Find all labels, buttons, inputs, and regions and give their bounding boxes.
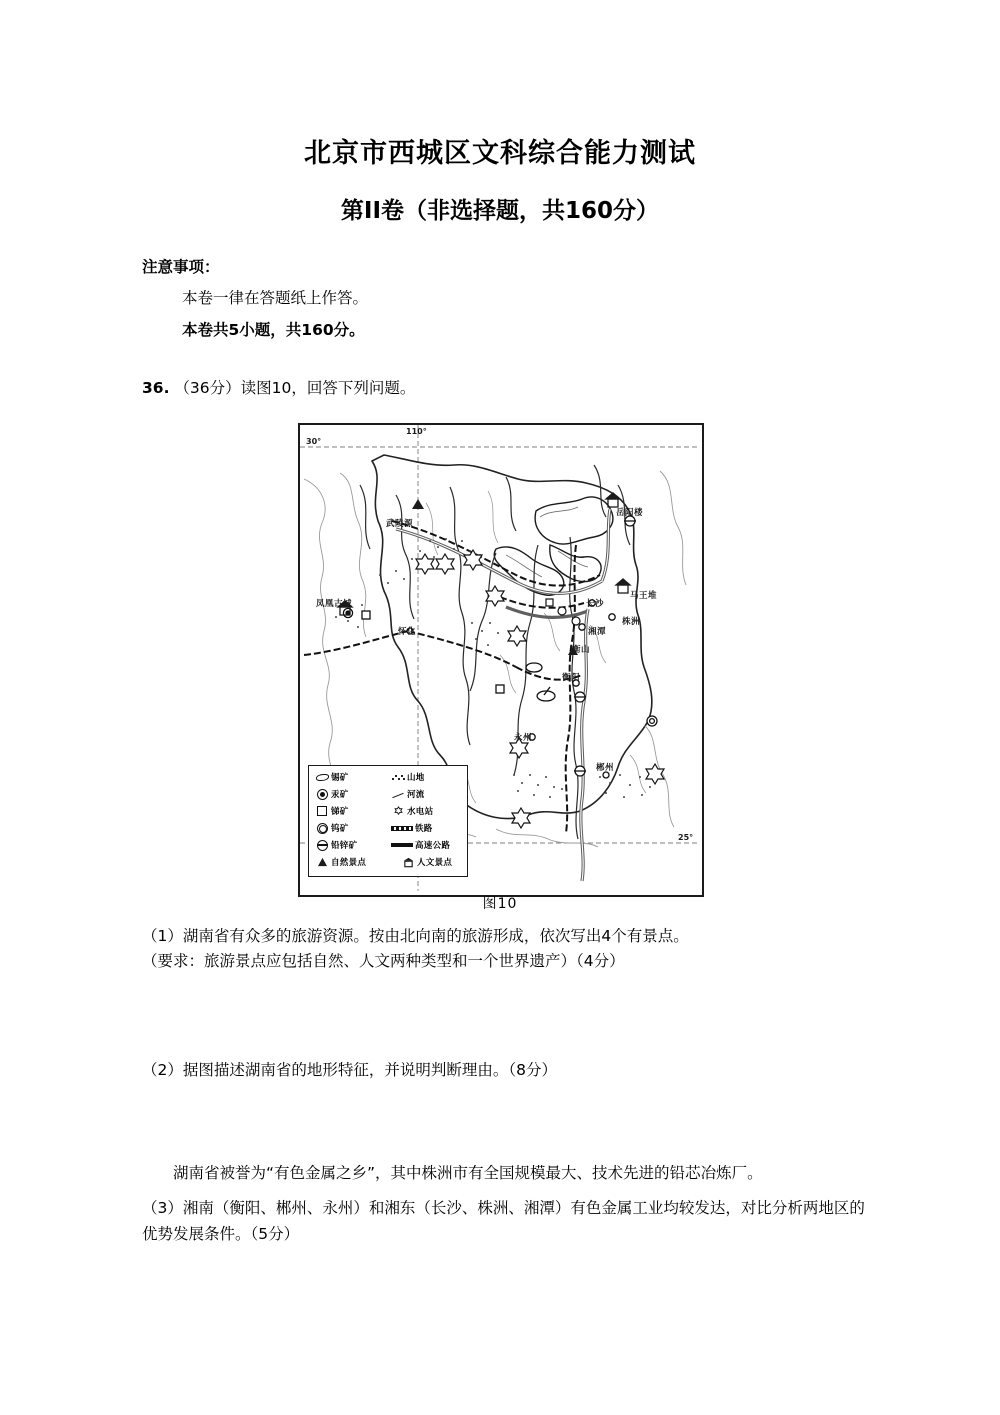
mountain-icon (389, 773, 407, 781)
expressway-icon (389, 843, 415, 847)
map-label-mawangdui: 马王堆 (630, 590, 658, 601)
map-coord-25: 25° (678, 832, 694, 842)
notes-heading: 注意事项： (142, 258, 220, 277)
legend-item-railway (389, 822, 465, 834)
tungsten-ore-icon (313, 823, 331, 834)
legend-label-cultural: 人文景点 (417, 858, 453, 869)
map-hunan (298, 423, 704, 897)
map-label-wulingyuan: 武陵源 (386, 518, 414, 529)
map-label-yongzhou: 永州 (514, 732, 533, 743)
legend-label-railway: 铁路 (415, 824, 433, 835)
map-label-yueyanglou: 岳阳楼 (616, 507, 644, 518)
legend-label-expressway: 高速公路 (415, 841, 451, 852)
legend-row-1 (313, 769, 465, 786)
legend-item-antimony (313, 805, 389, 817)
railway-icon (389, 826, 415, 831)
legend-item-mercury (313, 788, 389, 800)
question-36-2: （2）据图描述湖南省的地形特征，并说明判断理由。（8分） (142, 1061, 557, 1080)
mercury-ore-icon (313, 789, 331, 800)
legend-row-6 (313, 854, 465, 871)
legend-item-cultural (399, 856, 452, 868)
map-label-huaihua: 怀化 (398, 626, 417, 637)
answer-space-2 (0, 1083, 1000, 1161)
question-36-1-line1: （1）湖南省有众多的旅游资源。按由北向南的旅游形成，依次写出4个有景点。 (142, 926, 689, 945)
legend-row-2 (313, 786, 465, 803)
legend-label-tin: 锡矿 (331, 773, 349, 784)
map-label-xiangtan: 湘潭 (588, 626, 607, 637)
map-label-chenzhou: 郴州 (596, 762, 615, 773)
question-36-body (0, 916, 1000, 1247)
question-36-1-line2: （要求：旅游景点应包括自然、人文两种类型和一个世界遗产）（4分） (142, 952, 625, 971)
legend-item-tin (313, 771, 389, 783)
legend-item-mountain (389, 771, 465, 783)
legend-row-3 (313, 803, 465, 820)
tin-ore-icon (313, 774, 331, 781)
legend-label-hydropower: 水电站 (407, 807, 434, 818)
legend-row-4 (313, 820, 465, 837)
legend-item-lead-zinc (313, 839, 389, 851)
legend-item-expressway (389, 839, 465, 851)
map-legend (308, 765, 468, 877)
antimony-ore-icon (313, 806, 331, 816)
map-label-changsha: 长沙 (586, 598, 605, 609)
spacer (0, 1186, 1000, 1196)
page-title: 北京市西城区文科综合能力测试 (304, 138, 696, 169)
legend-label-mountain: 山地 (407, 773, 425, 784)
question-36-3: （3）湘南（衡阳、郴州、永州）和湘东（长沙、株洲、湘潭）有色金属工业均较发达，对比分析两地区的优势发展条件。（5分） (142, 1199, 865, 1243)
figure-caption: 图10 (482, 895, 518, 912)
map-coord-110: 110° (406, 426, 427, 436)
hydropower-icon (389, 806, 407, 817)
legend-label-antimony: 锑矿 (331, 807, 349, 818)
natural-attraction-icon (313, 857, 331, 867)
legend-item-hydropower (389, 805, 465, 817)
legend-item-river (389, 788, 465, 800)
legend-label-lead-zinc: 铅锌矿 (331, 841, 358, 852)
legend-label-natural: 自然景点 (331, 858, 367, 869)
lead-zinc-ore-icon (313, 840, 331, 851)
legend-item-tungsten (313, 822, 389, 834)
question-36-number: 36. (142, 379, 170, 398)
notes-line-1: 本卷一律在答题纸上作答。 (182, 289, 369, 308)
notes-line-2: 本卷共5小题，共160分。 (182, 321, 365, 340)
answer-space-1 (0, 974, 1000, 1058)
cultural-attraction-icon (399, 857, 417, 868)
map-label-zhuzhou: 株洲 (622, 616, 641, 627)
page-subtitle: 第II卷（非选择题，共160分） (340, 198, 660, 225)
map-coord-30: 30° (306, 436, 322, 446)
map-label-fenghuang: 凤凰古城 (316, 598, 353, 609)
map-label-hengshan: 衡山 (572, 644, 591, 655)
map-label-hengyang: 衡阳 (562, 672, 581, 683)
figure-10 (0, 416, 1000, 916)
legend-label-river: 河流 (407, 790, 425, 801)
question-36-stem (0, 340, 1000, 402)
river-icon (389, 790, 407, 798)
legend-label-mercury: 汞矿 (331, 790, 349, 801)
question-36-context: 湖南省被誉为“有色金属之乡”，其中株洲市有全国规模最大、技术先进的铅芯冶炼厂。 (173, 1164, 763, 1183)
legend-row-5 (313, 837, 465, 854)
question-36-stem-text: （36分）读图10，回答下列问题。 (174, 379, 416, 398)
legend-item-natural (313, 856, 399, 868)
legend-label-tungsten: 钨矿 (331, 824, 349, 835)
